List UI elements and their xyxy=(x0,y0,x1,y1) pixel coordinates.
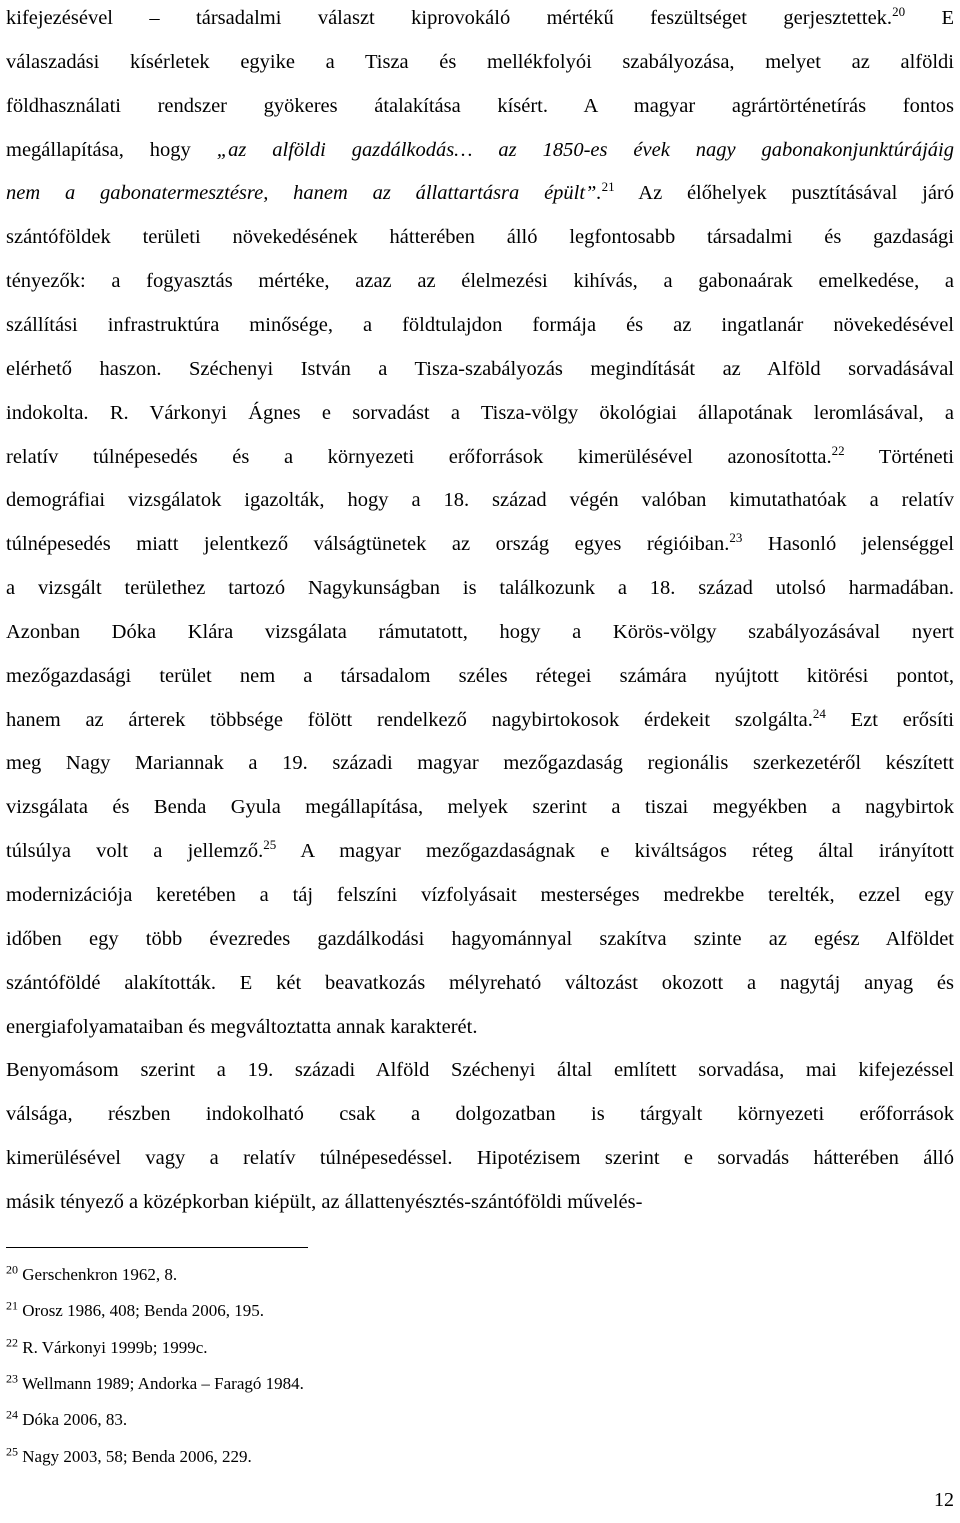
text-line xyxy=(6,1144,954,1172)
footnote-ref: 21 xyxy=(601,179,615,195)
text-line xyxy=(6,706,954,734)
footnote-ref: 23 xyxy=(729,530,743,546)
text-line xyxy=(6,925,954,953)
text-segment: „az alföldi gazdálkodás… az 1850-es évek nagy gabonakonjunktúrájáig xyxy=(216,138,954,161)
text-segment: másik tényező a középkorban kiépült, az állattenyésztés-szántóföldi művelés- xyxy=(6,1190,643,1213)
text-line xyxy=(6,136,954,164)
text-line xyxy=(6,399,954,427)
text-segment: kimerülésével vagy a relatív túlnépesedéssel. Hipotézisem szerint e sorvadás hátterében álló xyxy=(6,1147,954,1170)
footnote-number: 23 xyxy=(6,1371,18,1386)
text-segment: Történeti xyxy=(844,445,954,468)
text-line xyxy=(6,969,954,997)
footnote-number: 20 xyxy=(6,1262,18,1277)
text-line xyxy=(6,223,954,251)
text-segment: Benyomásom szerint a 19. századi Alföld Széchenyi által említett sorvadása, mai kifejezéssel xyxy=(6,1059,954,1082)
footnote-number: 21 xyxy=(6,1298,18,1313)
footnote-number: 25 xyxy=(6,1443,18,1458)
text-line xyxy=(6,618,954,646)
text-segment: indokolta. R. Várkonyi Ágnes e sorvadást a Tisza-völgy ökológiai állapotának leromlásával, a xyxy=(6,401,954,424)
text-line xyxy=(6,530,954,558)
footnote xyxy=(6,1443,252,1468)
text-segment: Ezt erősíti xyxy=(825,708,955,731)
text-segment: szántóföldek területi növekedésének hátterében álló legfontosabb társadalmi és gazdasági xyxy=(6,226,954,249)
text-line xyxy=(6,48,954,76)
text-line xyxy=(6,837,954,865)
text-segment: szántóföldé alakították. E két beavatkozás mélyreható változást okozott a nagytáj anyag és xyxy=(6,971,954,994)
text-line xyxy=(6,311,954,339)
text-segment: túlnépesedés miatt jelentkező válságtünetek az ország egyes régióiban. xyxy=(6,533,730,556)
text-segment: modernizációja keretében a táj felszíni vízfolyásait mesterséges medrekbe terelték, ezzel egy xyxy=(6,884,954,906)
text-line xyxy=(6,443,954,471)
footnote-ref: 24 xyxy=(812,705,826,721)
footnote-ref: 22 xyxy=(831,442,845,458)
text-segment: elérhető haszon. Széchenyi István a Tisza-szabályozás megindítását az Alföld sorvadásával xyxy=(6,357,954,380)
footnote-text: Orosz 1986, 408; Benda 2006, 195. xyxy=(18,1301,265,1321)
footnote-separator xyxy=(6,1247,308,1248)
text-segment: meg Nagy Mariannak a 19. századi magyar mezőgazdaság regionális szerkezetéről készített xyxy=(6,752,954,775)
text-segment: Az élőhelyek pusztításával járó xyxy=(614,182,954,205)
footnote-number: 22 xyxy=(6,1335,18,1349)
footnote-text: R. Várkonyi 1999b; 1999c. xyxy=(18,1337,208,1357)
text-line xyxy=(6,881,954,909)
text-line xyxy=(6,749,954,777)
text-segment: tényezők: a fogyasztás mértéke, azaz az élelmezési kihívás, a gabonaárak emelkedése, a xyxy=(6,270,954,293)
text-segment: szállítási infrastruktúra minősége, a földtulajdon formája és az ingatlanár növekedésével xyxy=(6,313,954,336)
text-line xyxy=(6,92,954,120)
text-segment: Azonban Dóka Klára vizsgálata rámutatott, hogy a Körös-völgy szabályozásával nyert xyxy=(6,620,954,643)
text-line xyxy=(6,662,954,690)
text-line xyxy=(6,1056,954,1084)
text-line xyxy=(6,1188,954,1216)
text-line xyxy=(6,574,954,602)
text-segment: mezőgazdasági terület nem a társadalom széles rétegei számára nyújtott kitörési pontot, xyxy=(6,664,954,687)
text-segment: hanem az árterek többsége fölött rendelkező nagybirtokosok érdekeit szolgálta. xyxy=(6,708,813,731)
footnote-number: 24 xyxy=(6,1407,18,1422)
footnote-text: Wellmann 1989; Andorka – Faragó 1984. xyxy=(18,1373,304,1393)
footnote xyxy=(6,1373,304,1395)
text-segment: nem a gabonatermesztésre, hanem az állattartásra épült”. xyxy=(6,182,602,205)
footnote xyxy=(6,1264,177,1286)
text-segment: válsága, részben indokolható csak a dolgozatban is tárgyalt környezeti erőforrások xyxy=(6,1103,954,1126)
text-line xyxy=(6,1013,954,1041)
text-segment: válaszadási kísérletek egyike a Tisza és mellékfolyói szabályozása, melyet az alföldi xyxy=(6,50,954,73)
text-segment: kifejezésével – társadalmi választ kiprovokáló mértékű feszültséget gerjesztettek. xyxy=(6,7,893,29)
text-line xyxy=(6,179,954,207)
footnote-text: Gerschenkron 1962, 8. xyxy=(18,1265,178,1284)
footnote-text: Nagy 2003, 58; Benda 2006, 229. xyxy=(18,1446,252,1466)
text-segment: Hasonló jelenséggel xyxy=(742,533,954,556)
text-line xyxy=(6,267,954,295)
text-line xyxy=(6,355,954,383)
text-segment: energiafolyamataiban és megváltoztatta annak karakterét. xyxy=(6,1015,478,1038)
footnote-ref: 20 xyxy=(892,4,906,20)
text-line xyxy=(6,793,954,821)
footnote xyxy=(6,1300,264,1322)
text-segment: földhasználati rendszer gyökeres átalakítása kísért. A magyar agrártörténetírás fontos xyxy=(6,94,954,117)
text-segment: A magyar mezőgazdaságnak e kiváltságos réteg által irányított xyxy=(276,840,955,863)
text-segment: időben egy több évezredes gazdálkodási hagyománnyal szakítva szinte az egész Alföldet xyxy=(6,927,954,950)
text-segment: relatív túlnépesedés és a környezeti erőforrások kimerülésével azonosította. xyxy=(6,445,832,468)
footnote-text: Dóka 2006, 83. xyxy=(18,1410,128,1430)
text-line xyxy=(6,4,954,32)
footnote xyxy=(6,1409,127,1431)
text-line xyxy=(6,1100,954,1128)
text-segment: a vizsgált területhez tartozó Nagykunságban is találkozunk a 18. század utolsó harmadában. xyxy=(6,577,954,600)
text-segment: demográfiai vizsgálatok igazolták, hogy a 18. század végén valóban kimutathatóak a relatív xyxy=(6,489,954,512)
footnote-ref: 25 xyxy=(263,837,277,853)
text-segment: túlsúlya volt a jellemző. xyxy=(6,840,264,863)
text-segment: E xyxy=(905,7,954,29)
text-line xyxy=(6,486,954,514)
page-number: 12 xyxy=(934,1489,954,1511)
footnote xyxy=(6,1337,208,1359)
text-segment: megállapítása, hogy xyxy=(6,138,217,161)
text-segment: vizsgálata és Benda Gyula megállapítása, melyek szerint a tiszai megyékben a nagybirtok xyxy=(6,796,954,819)
